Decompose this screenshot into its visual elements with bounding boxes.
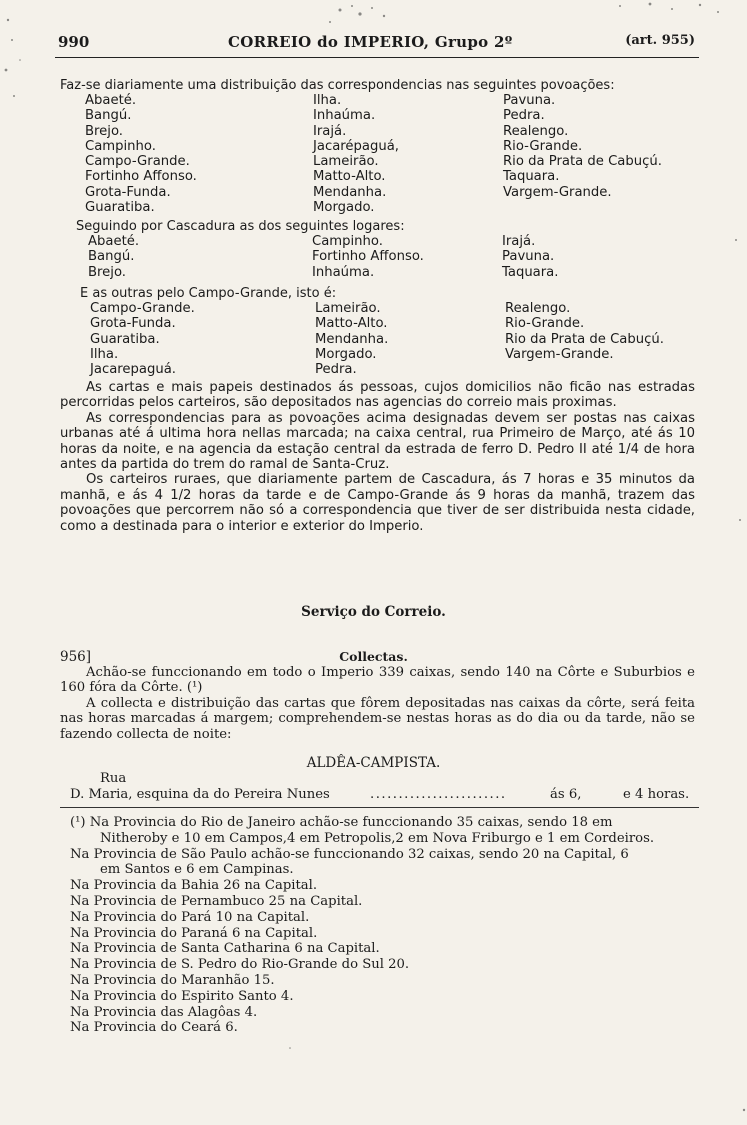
list-item: Irajá.	[502, 234, 536, 249]
body-paragraphs	[60, 380, 695, 534]
list-item: Fortinho Affonso.	[85, 169, 197, 185]
list-item: Lameirão.	[315, 301, 381, 316]
page-number: 990	[58, 33, 90, 51]
paragraph-carteiros: Os carteiros ruraes, que diariamente partem de Cascadura, ás 7 horas e 35 minutos da manhã, e ás 4 1/2 horas da tarde e de Campo-Grande ás 9 horas da manhã, trazem das povoações que percorrem não só a correspondencia que tiver de ser distribuida nesta cidade, como a destinada para o interior e exterior do Imperio.	[60, 472, 695, 534]
list-item: Morgado.	[313, 200, 375, 216]
street-label: Rua	[100, 771, 127, 786]
campo-grande-col1	[90, 301, 195, 377]
footnote-list-item: Na Provincia de Pernambuco 25 na Capital.	[70, 893, 363, 909]
localities-col3	[503, 93, 662, 200]
list-item: Inhaúma.	[312, 264, 375, 280]
intro-line: Faz-se diariamente uma distribuição das correspondencias nas seguintes povoações:	[60, 78, 615, 93]
footnote-line: Na Provincia de São Paulo achão-se funccionando 32 caixas, sendo 20 na Capital, 6	[70, 846, 629, 862]
list-item: Ilha.	[90, 346, 119, 362]
footnote-list-item: Na Provincia do Maranhão 15.	[70, 972, 275, 988]
footnote-list-item: Na Provincia das Alagôas 4.	[70, 1004, 258, 1020]
paragraph-collecta: A collecta e distribuição das cartas que fôrem depositadas nas caixas da côrte, será feita nas horas marcadas á margem; comprehendem-se nestas horas as do dia ou da tarde, não se fazendo collecta de noite:	[60, 695, 695, 742]
list-item: Pedra.	[503, 108, 545, 124]
section-title: Serviço do Correio.	[301, 604, 446, 620]
list-item: Fortinho Affonso.	[312, 249, 424, 265]
entry-time-second: e 4 horas.	[623, 787, 690, 802]
footnotes	[70, 815, 705, 1036]
cascadura-col2	[312, 234, 424, 280]
collection-entry	[70, 787, 700, 802]
entry-time-first: ás 6,	[550, 787, 582, 802]
list-item: Mendanha.	[315, 331, 389, 347]
list-item: Abaeté.	[88, 234, 140, 249]
footnote-list-item: Na Provincia do Ceará 6.	[70, 1020, 238, 1036]
list-item: Pedra.	[315, 362, 357, 378]
list-item: Campinho.	[312, 234, 383, 249]
footnote-line: em Santos e 6 em Campinas.	[100, 862, 294, 878]
paragraph-cartas: As cartas e mais papeis destinados ás pessoas, cujos domicilios não ficão nas estradas percorridas pelos carteiros, são depositados nas agencias do correio mais proximas.	[60, 380, 695, 411]
footnote-list-item: Na Provincia do Paraná 6 na Capital.	[70, 925, 318, 941]
footnote-list-item: Na Provincia do Espirito Santo 4.	[70, 988, 294, 1004]
list-item: Brejo.	[88, 264, 126, 280]
list-item: Guaratiba.	[90, 331, 160, 347]
list-item: Ilha.	[313, 93, 342, 108]
list-item: Pavuna.	[502, 249, 555, 265]
place-heading: ALDÊA-CAMPISTA.	[306, 755, 441, 771]
list-item: Campo-Grande.	[85, 154, 190, 170]
list-item: Grota-Funda.	[90, 316, 176, 332]
footnote-rule	[60, 807, 699, 808]
list-item: Campinho.	[85, 138, 156, 154]
section-subtitle: Collectas.	[339, 649, 408, 664]
entry-leader-dots: ........................	[370, 787, 507, 802]
servico-paragraphs	[60, 665, 695, 742]
campo-grande-intro: E as outras pelo Campo-Grande, isto é:	[80, 286, 337, 301]
list-item: Realengo.	[503, 123, 569, 139]
cascadura-col3	[502, 234, 558, 280]
list-item: Realengo.	[505, 301, 571, 316]
entry-address: D. Maria, esquina da do Pereira Nunes	[70, 787, 330, 802]
list-item: Brejo.	[85, 123, 123, 139]
footnote-list-item: Na Provincia do Pará 10 na Capital.	[70, 909, 310, 925]
list-item: Taquara.	[503, 169, 560, 185]
list-item: Rio da Prata de Cabuçú.	[505, 331, 664, 347]
list-item: Guaratiba.	[85, 200, 155, 216]
footnote-list-item: Na Provincia da Bahia 26 na Capital.	[70, 878, 318, 894]
footnote-line: (¹) Na Provincia do Rio de Janeiro achão-se funccionando 35 caixas, sendo 18 em	[70, 815, 613, 830]
section-number: 956]	[60, 649, 92, 665]
localities-col1	[85, 93, 197, 215]
list-item: Taquara.	[502, 264, 559, 280]
list-item: Campo-Grande.	[90, 301, 195, 316]
list-item: Vargem-Grande.	[503, 184, 612, 200]
paragraph-correspondencias: As correspondencias para as povoações acima designadas devem ser postas nas caixas urbanas até á ultima hora nellas marcada; na caixa central, rua Primeiro de Março, até ás 10 horas da noite, e na agencia da estação central da estrada de ferro D. Pedro II até 1/4 de hora antes da partida do trem do ramal de Santa-Cruz.	[60, 410, 695, 473]
list-item: Mendanha.	[313, 184, 387, 200]
list-item: Pavuna.	[503, 93, 556, 108]
article-reference: (art. 955)	[625, 33, 695, 48]
running-title: CORREIO do IMPERIO, Grupo 2º	[228, 33, 513, 51]
list-item: Rio da Prata de Cabuçú.	[503, 154, 662, 170]
list-item: Rio-Grande.	[505, 316, 585, 332]
list-item: Rio-Grande.	[503, 138, 583, 154]
list-item: Jacarépaguá,	[313, 138, 400, 154]
cascadura-intro: Seguindo por Cascadura as dos seguintes logares:	[76, 219, 405, 234]
list-item: Morgado.	[315, 346, 377, 362]
list-item: Abaeté.	[85, 93, 137, 108]
list-item: Vargem-Grande.	[505, 346, 614, 362]
list-item: Bangú.	[85, 108, 132, 124]
campo-grande-col3	[505, 301, 664, 362]
list-item: Bangú.	[88, 249, 135, 265]
page-header	[58, 33, 695, 55]
footnote-line: Nitheroby e 10 em Campos,4 em Petropolis,2 em Nova Friburgo e 1 em Cordeiros.	[100, 830, 655, 846]
list-item: Jacarepaguá.	[90, 362, 177, 378]
list-item: Inhaúma.	[313, 108, 376, 124]
list-item: Matto-Alto.	[315, 316, 388, 332]
paragraph-caixas: Achão-se funccionando em todo o Imperio 339 caixas, sendo 140 na Côrte e Suburbios e 160 fóra da Côrte. (¹)	[60, 665, 695, 696]
list-item: Irajá.	[313, 123, 347, 139]
campo-grande-col2	[315, 301, 388, 377]
cascadura-col1	[88, 234, 139, 280]
localities-col2	[313, 93, 399, 215]
list-item: Grota-Funda.	[85, 184, 171, 200]
list-item: Matto-Alto.	[313, 169, 386, 185]
header-rule	[55, 57, 699, 58]
list-item: Lameirão.	[313, 154, 379, 170]
footnote-list-item: Na Provincia de Santa Catharina 6 na Capital.	[70, 941, 380, 957]
footnote-list-item: Na Provincia de S. Pedro do Rio-Grande do Sul 20.	[70, 957, 410, 973]
